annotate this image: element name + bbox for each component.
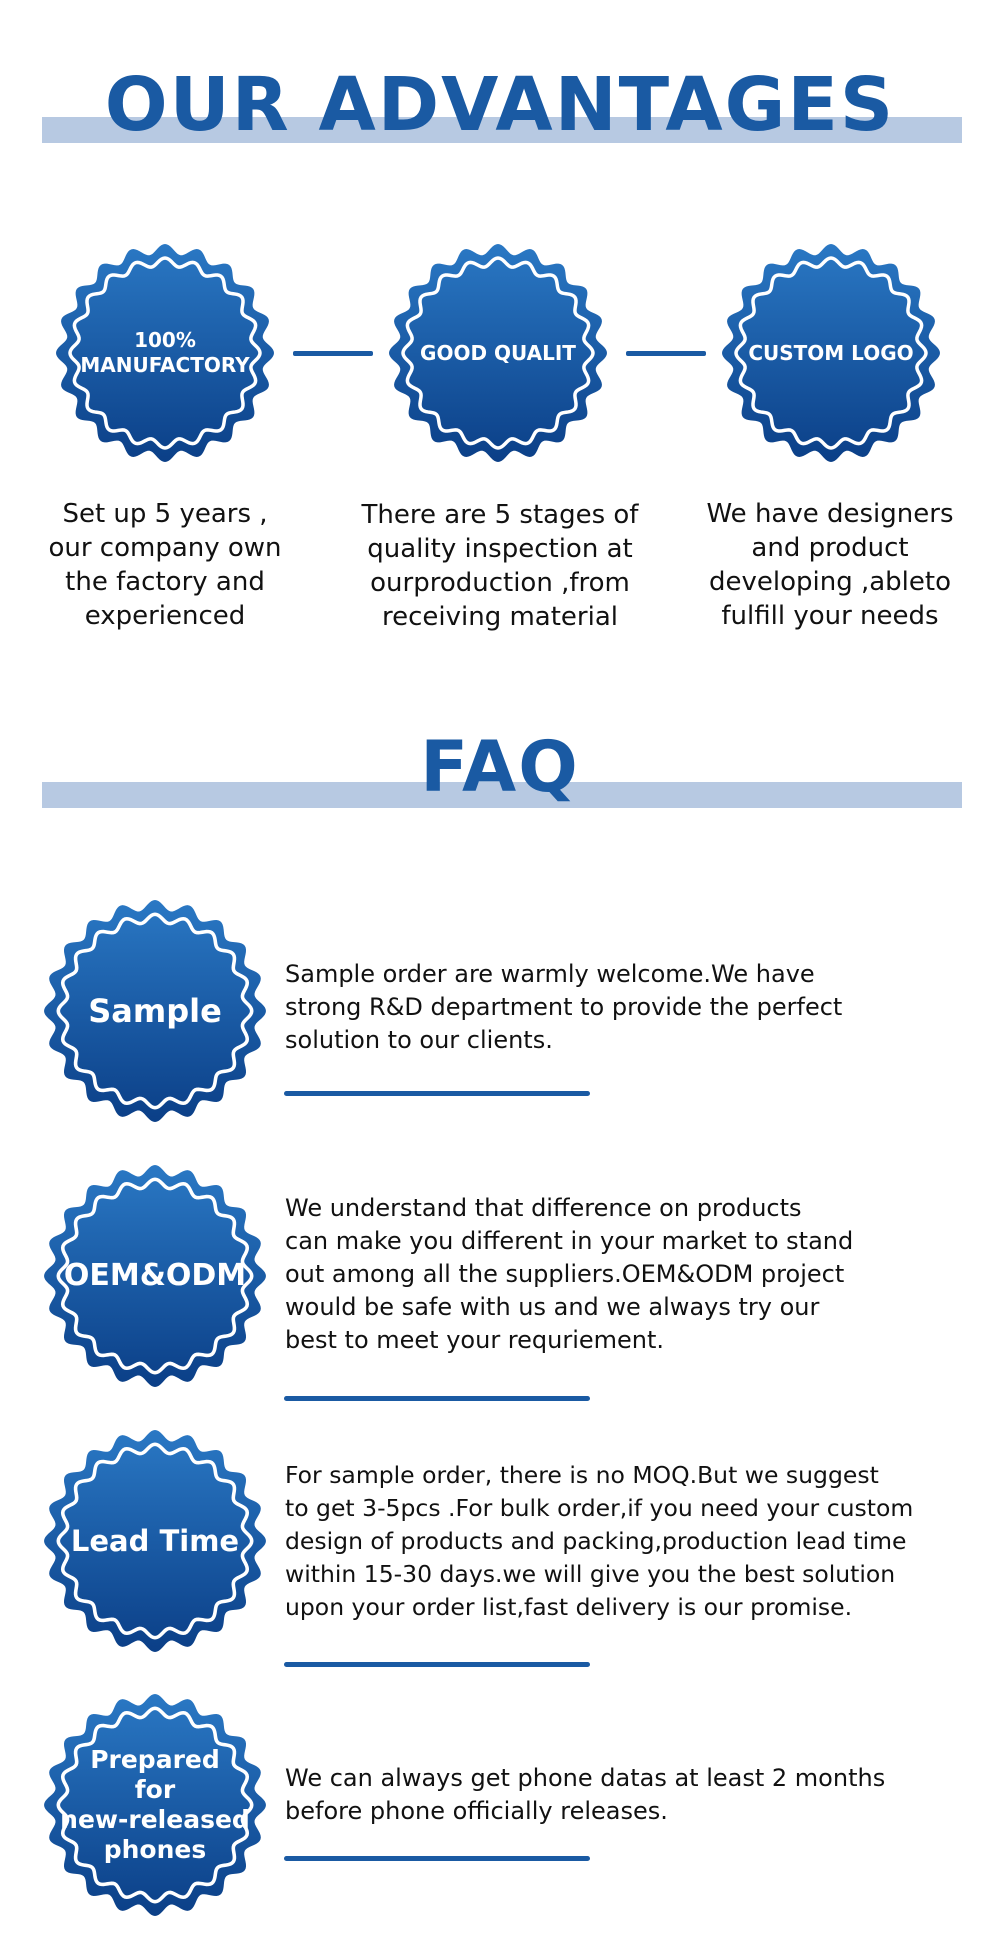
faq-answer-line: solution to our clients. (285, 1026, 553, 1054)
faq-badge-line: OEM&ODM (63, 1258, 247, 1294)
advantage-badge-3 (720, 242, 942, 464)
faq-answer-line: would be safe with us and we always try our (285, 1293, 820, 1321)
advantage-description-line: developing ,ableto (708, 567, 951, 597)
faq-title: FAQ (420, 726, 580, 808)
faq-answer-line: For sample order, there is no MOQ.But we suggest (285, 1461, 879, 1489)
advantage-description-line: fulfill your needs (721, 601, 939, 631)
advantage-connector-1 (293, 351, 373, 356)
advantage-description-line: Set up 5 years , (62, 499, 268, 529)
advantage-description-1 (20, 497, 310, 633)
faq-answer-line: can make you different in your market to stand (285, 1227, 854, 1255)
advantage-badge-line: MANUFACTORY (80, 353, 250, 377)
faq-answer-line: to get 3-5pcs .For bulk order,if you need your custom (285, 1494, 914, 1522)
advantage-connector-2 (626, 351, 706, 356)
advantage-badge-line: CUSTOM LOGO (748, 340, 914, 365)
faq-badge-line: phones (103, 1835, 207, 1864)
advantage-description-line: receiving material (381, 602, 618, 632)
advantage-badge-1 (54, 242, 276, 464)
faq-divider-1 (284, 1091, 590, 1096)
faq-badge-label (42, 1692, 268, 1918)
faq-divider-3 (284, 1662, 590, 1667)
faq-badge-line: Sample (88, 992, 222, 1030)
faq-badge-line: Prepared (90, 1745, 220, 1774)
advantage-description-3 (680, 497, 980, 633)
faq-badge-label (42, 898, 268, 1124)
faq-answer-line: within 15-30 days.we will give you the best solution (285, 1560, 896, 1588)
advantage-badge-2 (387, 242, 609, 464)
advantage-description-line: our company own (48, 533, 282, 563)
faq-answer-line: out among all the suppliers.OEM&ODM project (285, 1260, 845, 1288)
advantages-header (0, 0, 1000, 150)
advantage-description-line: We have designers (706, 499, 954, 529)
faq-answer-line: We understand that difference on products (285, 1194, 802, 1222)
faq-answer-oem-odm (285, 1192, 975, 1357)
advantage-description-line: experienced (84, 601, 246, 631)
faq-answer-line: upon your order list,fast delivery is our promise. (285, 1593, 853, 1621)
faq-badge-line: new-released (60, 1805, 250, 1834)
advantage-description-line: the factory and (65, 567, 265, 597)
faq-answer-line: Sample order are warmly welcome.We have (285, 960, 815, 988)
faq-answer-line: before phone officially releases. (285, 1797, 668, 1825)
advantage-badge-label (54, 242, 276, 464)
advantage-badge-label (387, 242, 609, 464)
advantage-description-2 (335, 498, 665, 634)
faq-badge-oem-odm (42, 1163, 268, 1389)
faq-badge-label (42, 1428, 268, 1654)
faq-answer-sample (285, 958, 975, 1057)
faq-header (0, 700, 1000, 820)
faq-answer-lead-time (285, 1459, 975, 1624)
advantage-badge-label (720, 242, 942, 464)
faq-badge-label (42, 1163, 268, 1389)
advantage-badge-line: 100% (134, 328, 196, 352)
faq-badge-sample (42, 898, 268, 1124)
advantage-description-line: quality inspection at (367, 534, 633, 564)
advantage-description-line: ourproduction ,from (370, 568, 630, 598)
faq-badge-line: Lead Time (70, 1523, 240, 1558)
faq-divider-4 (284, 1856, 590, 1861)
faq-answer-line: strong R&D department to provide the perfect (285, 993, 843, 1021)
faq-answer-new-phones (285, 1762, 975, 1828)
faq-answer-line: We can always get phone datas at least 2 months (285, 1764, 886, 1792)
faq-divider-2 (284, 1396, 590, 1401)
faq-badge-lead-time (42, 1428, 268, 1654)
advantage-badge-line: GOOD QUALIT (420, 340, 576, 365)
faq-badge-line: for (134, 1775, 176, 1804)
advantage-description-line: and product (751, 533, 909, 563)
advantages-title: OUR ADVANTAGES (104, 62, 896, 148)
faq-badge-new-phones (42, 1692, 268, 1918)
faq-answer-line: design of products and packing,production lead time (285, 1527, 907, 1555)
advantage-description-line: There are 5 stages of (361, 500, 639, 530)
faq-answer-line: best to meet your requriement. (285, 1326, 665, 1354)
